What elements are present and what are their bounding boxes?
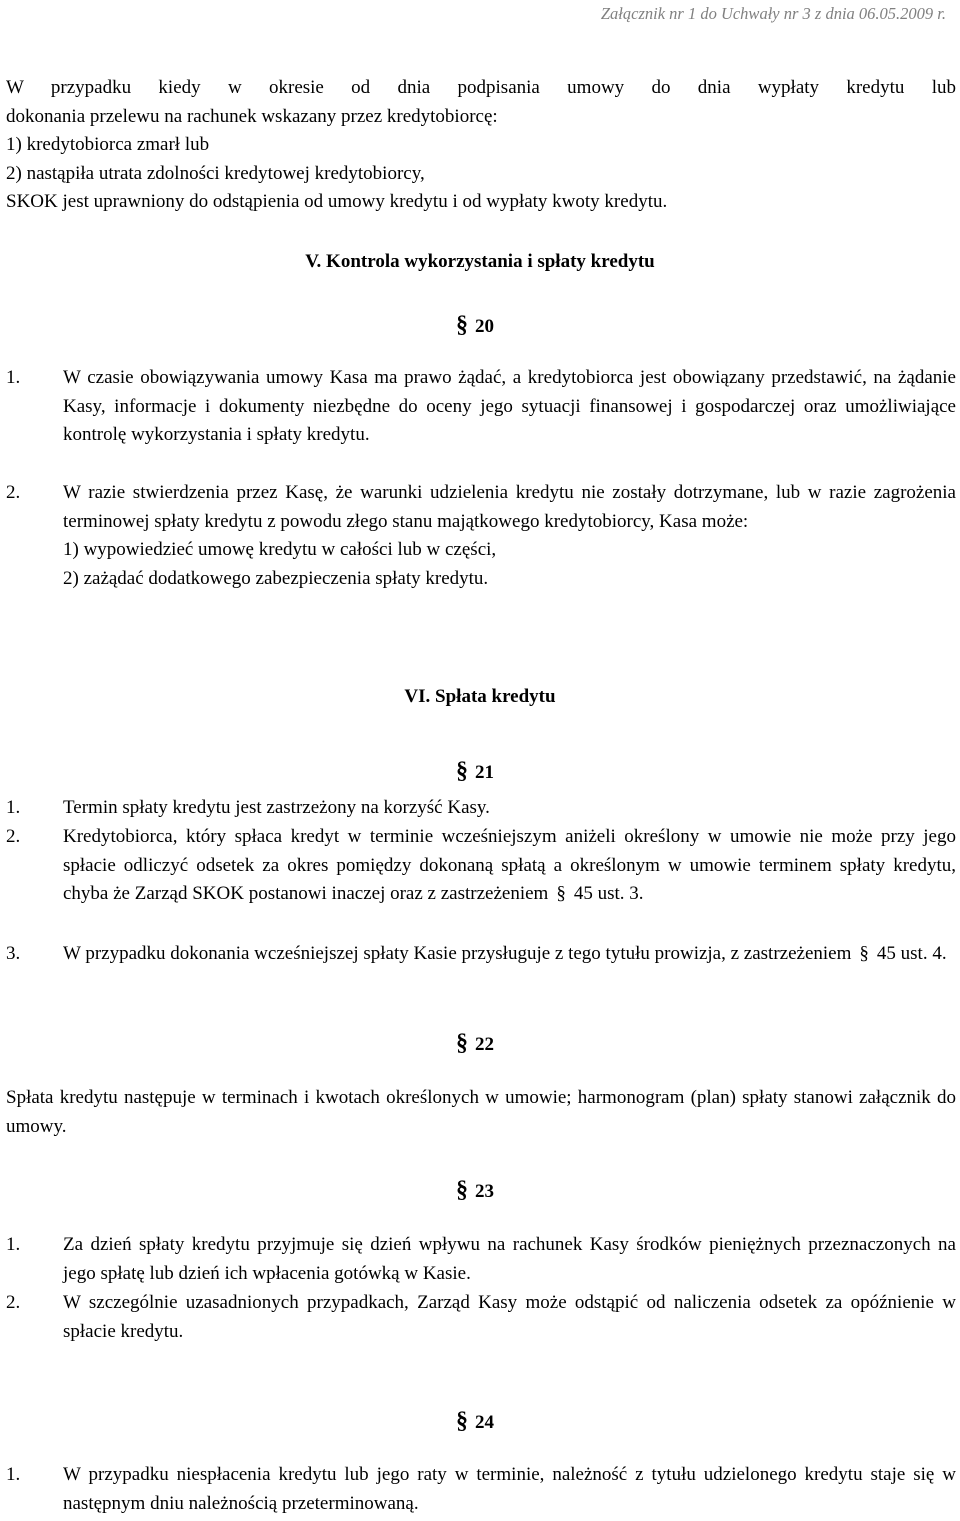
list-item	[6, 823, 956, 909]
paragraph-number-text: 20	[475, 316, 494, 337]
list-item-body	[63, 479, 956, 593]
list-item	[6, 1231, 956, 1288]
list-item-text: Za dzień spłaty kredytu przyjmuje się dzień wpływu na rachunek Kasy środków pieniężnych przeznaczonych na jego spłatę lub dzień ich wpłacenia gotówką w Kasie.	[63, 1234, 956, 1284]
list-item-number: 1.	[6, 1464, 21, 1485]
list-item-body	[63, 823, 956, 909]
list-item-number: 1.	[6, 367, 21, 388]
list-item-number: 1.	[6, 797, 21, 818]
list-item	[6, 940, 956, 969]
section-heading-vi: VI. Spłata kredytu	[404, 686, 556, 707]
intro-line: dokonania przelewu na rachunek wskazany przez kredytobiorcę:	[6, 105, 498, 127]
list-item	[6, 479, 956, 593]
svg-text:§: §	[456, 758, 468, 784]
section-sign-icon	[455, 1173, 475, 1206]
list-item-text: W czasie obowiązywania umowy Kasa ma prawo żądać, a kredytobiorca jest obowiązany przedstawić, na żądanie Kasy, informacje i dokumenty niezbędne do oceny jego sytuacji finansowej i gospodarczej oraz umożliwiające kontrolę wykorzystania i spłaty kredytu.	[63, 367, 956, 446]
svg-text:§: §	[456, 1177, 468, 1203]
paragraph-number-22	[455, 1026, 494, 1059]
paragraph-number-text: 21	[475, 762, 494, 783]
paragraph-number-21	[455, 754, 494, 787]
list-item	[6, 1289, 956, 1346]
section-sign-icon	[455, 308, 475, 341]
section-sign-icon: §	[556, 883, 566, 905]
list-item-number: 2.	[6, 1292, 21, 1313]
list-item-number: 1.	[6, 1234, 21, 1255]
paragraph-text: Spłata kredytu następuje w terminach i kwotach określonych w umowie; harmonogram (plan) spłaty stanowi załącznik do umowy.	[6, 1087, 956, 1137]
section-reference: 45 ust. 3.	[573, 883, 644, 905]
list-item-text: W przypadku dokonania wcześniejszej spłaty Kasie przysługuje z tego tytułu prowizja, z zastrzeżeniem	[63, 943, 852, 964]
intro-paragraph	[6, 74, 956, 217]
section-heading-v: V. Kontrola wykorzystania i spłaty kredytu	[305, 251, 655, 272]
list-item-number: 2.	[6, 482, 21, 503]
list-item-text: Kredytobiorca, który spłaca kredyt w terminie wcześniejszym aniżeli określony w umowie nie może przy jego spłacie odliczyć odsetek za okres pomiędzy dokonaną spłatą a określonym w umowie terminem spłaty kredytu, chyba że Zarząd SKOK postanowi inaczej oraz z zastrzeżeniem	[63, 826, 956, 905]
paragraph-number-24	[455, 1404, 494, 1437]
section-sign-icon	[455, 754, 475, 787]
sub-item: 2) zażądać dodatkowego zabezpieczenia spłaty kredytu.	[63, 567, 489, 589]
list-item	[6, 794, 956, 823]
list-item-text: W przypadku niespłacenia kredytu lub jego raty w terminie, należność z tytułu udzielonego kredytu staje się w następnym dniu należnością przeterminowaną.	[63, 1464, 956, 1514]
paragraph-number-text: 23	[475, 1181, 494, 1202]
list-item-number: 3.	[6, 943, 21, 964]
svg-text:§: §	[456, 1030, 468, 1056]
svg-text:§: §	[456, 312, 468, 338]
intro-line: 2) nastąpiła utrata zdolności kredytowej kredytobiorcy,	[6, 162, 425, 184]
list-item	[6, 1461, 956, 1518]
list-item	[6, 364, 956, 450]
section-sign-icon: §	[859, 943, 869, 964]
intro-line: W przypadku kiedy w okresie od dnia podpisania umowy do dnia wypłaty kredytu lub	[6, 77, 956, 98]
paragraph-number-text: 22	[475, 1034, 494, 1055]
document-header: Załącznik nr 1 do Uchwały nr 3 z dnia 06.05.2009 r.	[600, 4, 946, 23]
list-item-number: 2.	[6, 826, 21, 847]
svg-text:§: §	[456, 1408, 468, 1434]
paragraph-number-text: 24	[475, 1412, 494, 1433]
list-item-text: W szczególnie uzasadnionych przypadkach, Zarząd Kasy może odstąpić od naliczenia odsetek za opóźnienie w spłacie kredytu.	[63, 1292, 956, 1342]
sub-item: 1) wypowiedzieć umowę kredytu w całości lub w części,	[63, 539, 497, 561]
section-sign-icon	[455, 1404, 475, 1437]
list-item-text: Termin spłaty kredytu jest zastrzeżony na korzyść Kasy.	[63, 797, 490, 818]
intro-line: SKOK jest uprawniony do odstąpienia od umowy kredytu i od wypłaty kwoty kredytu.	[6, 191, 668, 213]
list-item-body	[63, 940, 956, 969]
intro-line: 1) kredytobiorca zmarł lub	[6, 134, 210, 156]
list-item-text: W razie stwierdzenia przez Kasę, że warunki udzielenia kredytu nie zostały dotrzymane, lub w razie zagrożenia terminowej spłaty kredytu z powodu złego stanu majątkowego kredytobiorcy, Kasa może:	[63, 482, 956, 532]
paragraph-number-23	[455, 1173, 494, 1206]
section-reference: 45 ust. 4.	[876, 943, 947, 964]
section-sign-icon	[455, 1026, 475, 1059]
paragraph-number-20	[455, 308, 494, 341]
